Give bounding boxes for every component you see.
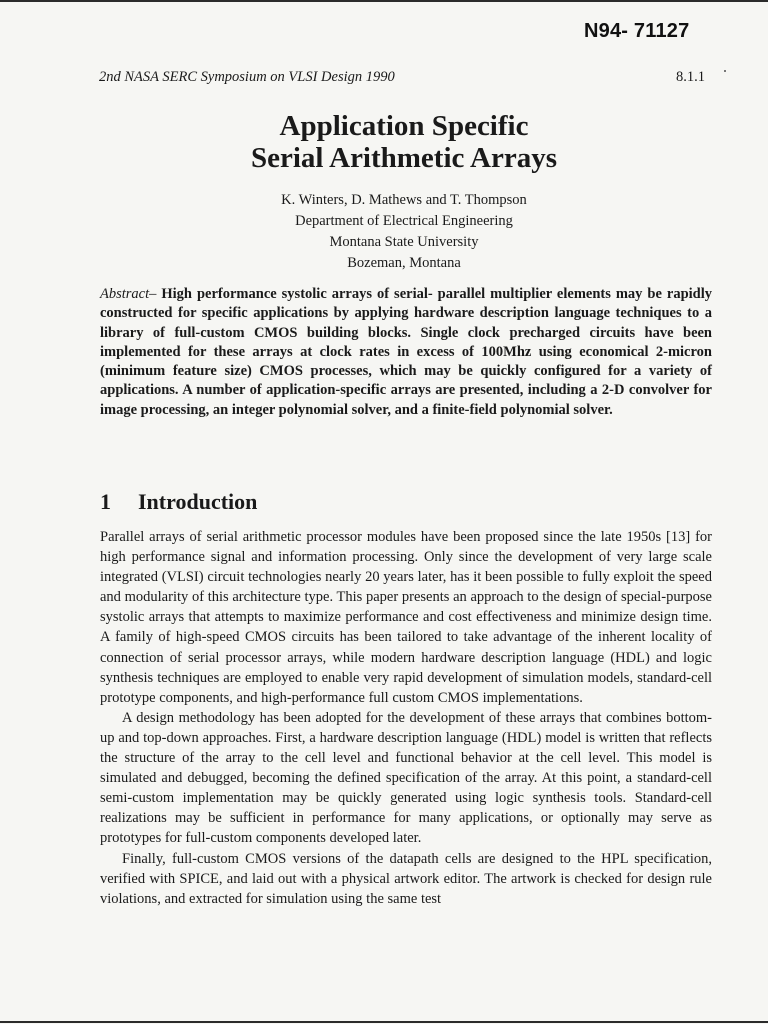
scan-edge-bottom [0, 1021, 768, 1023]
paragraph-2: A design methodology has been adopted for the development of these arrays that combines bottom-up and top-down approaches. First, a hardware description language (HDL) model is written that reflects the structure of the array to the cell level and functional behavior at the cell level. This model is simulated and debugged, becoming the defined specification of the array. At this point, a standard-cell semi-custom implementation may be quickly generated using logic synthesis tools. Standard-cell realizations may be sufficient in performance for many applications, or optionally may serve as prototypes for full-custom components developed later. [100, 709, 712, 847]
paragraph-1: Parallel arrays of serial arithmetic processor modules have been proposed since the late 1950s [13] for high performance signal and information processing. Only since the development of very large scale integrated (VLSI) circuit technologies nearly 20 years later, has it been possible to fully exploit the speed and modularity of this architecture type. This paper presents an approach to the design of special-purpose systolic arrays that attempts to maximize performance and cost effectiveness and minimize design time. A family of high-speed CMOS circuits has been tailored to take advantage of the inherent locality of connection of serial processor arrays, while modern hardware description language (HDL) and logic synthesis techniques are employed to enable very rapid development of simulation models, standard-cell prototype components, and high-performance full custom CMOS implementations. [100, 529, 712, 706]
author-names: K. Winters, D. Mathews and T. Thompson [281, 192, 527, 208]
paper-title-line-1: Application Specific [279, 110, 529, 142]
body-text [100, 527, 712, 909]
section-heading-title: Introduction [138, 489, 258, 514]
abstract-text: High performance systolic arrays of serial- parallel multiplier elements may be rapidly constructed for specific applications by applying hardware description language techniques to a library of full-custom CMOS building blocks. Single clock precharged circuits have been implemented for these arrays at clock rates in excess of 100Mhz using economical 2-micron (minimum feature size) CMOS processes, which may be quickly configured for a variety of applications. A number of application-specific arrays are presented, including a 2-D convolver for image processing, an integer polynomial solver, and a finite-field polynomial solver. [100, 286, 712, 418]
section-heading-number: 1 [100, 489, 111, 514]
abstract-label: Abstract– [100, 286, 157, 302]
author-location: Bozeman, Montana [347, 255, 461, 271]
document-number: N94- 71127 [584, 20, 690, 42]
author-university: Montana State University [329, 234, 479, 250]
scan-speck [724, 70, 726, 72]
author-department: Department of Electrical Engineering [295, 213, 513, 229]
venue-header: 2nd NASA SERC Symposium on VLSI Design 1990 [99, 69, 395, 85]
author-block [0, 190, 768, 274]
section-heading [100, 489, 257, 515]
paper-title-line-2: Serial Arithmetic Arrays [250, 142, 558, 174]
abstract [100, 285, 712, 420]
paragraph-3: Finally, full-custom CMOS versions of the datapath cells are designed to the HPL specification, verified with SPICE, and laid out with a physical artwork editor. The artwork is checked for design rule violations, and extracted for simulation using the same test [100, 850, 712, 907]
section-number: 8.1.1 [676, 69, 705, 85]
paper-title [0, 110, 768, 174]
scan-edge-top [0, 0, 768, 2]
